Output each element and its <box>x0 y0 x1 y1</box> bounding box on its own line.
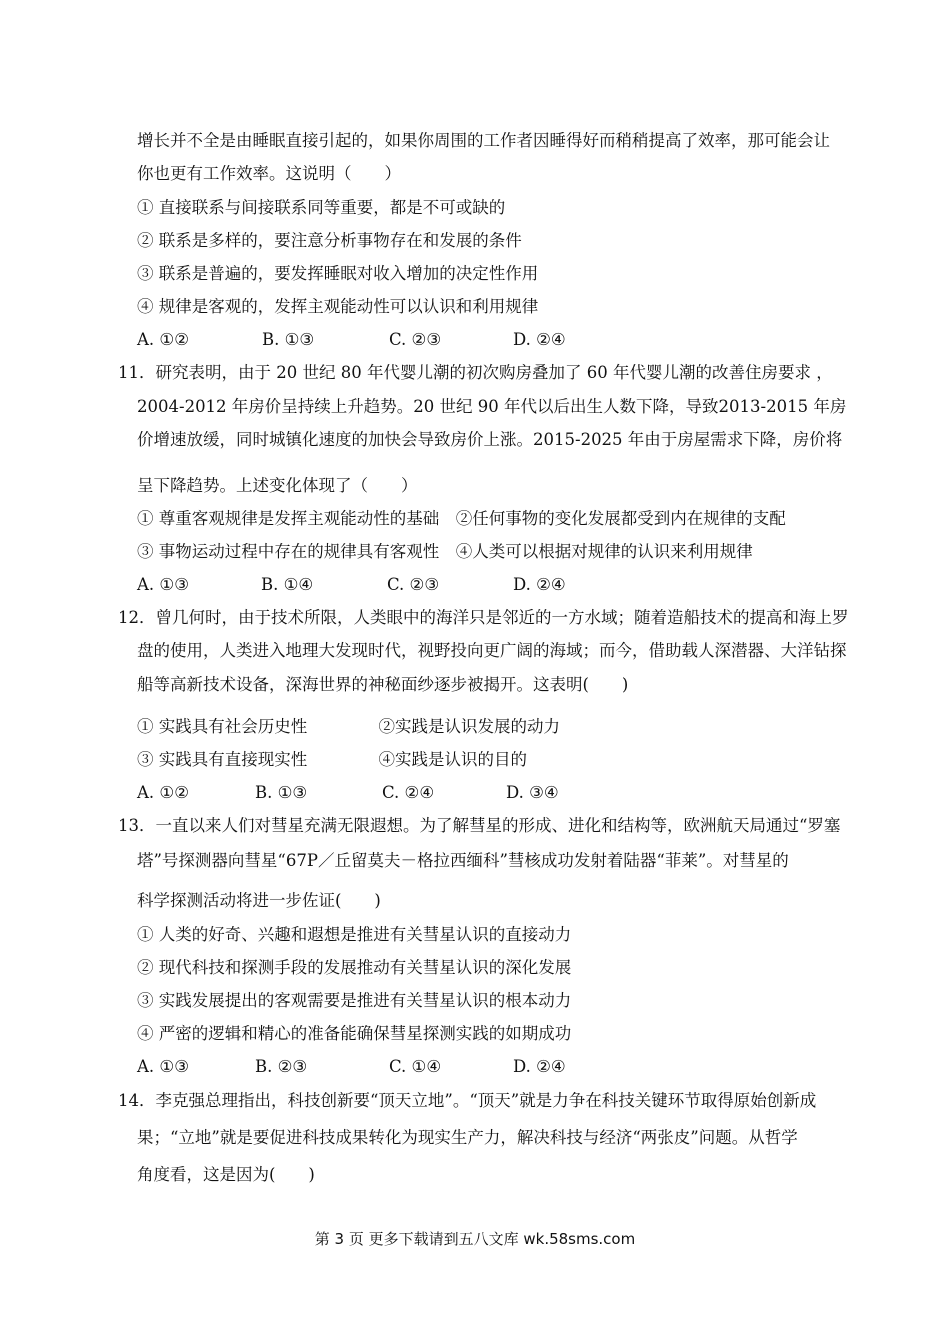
q10-item-4: ④ 规律是客观的，发挥主观能动性可以认识和利用规律 <box>137 297 539 316</box>
q11-option-c[interactable]: C. ②③ <box>387 575 440 594</box>
q13-item-1: ① 人类的好奇、兴趣和遐想是推进有关彗星认识的直接动力 <box>137 925 572 944</box>
q11-item-row-2: ③ 事物运动过程中存在的规律具有客观性 ④人类可以根据对规律的认识来利用规律 <box>137 542 753 561</box>
q10-text-line-2: 你也更有工作效率。这说明（ ） <box>137 164 401 183</box>
q13-text-line-3: 科学探测活动将进一步佐证( ) <box>137 891 381 910</box>
q12-option-b[interactable]: B. ①③ <box>255 783 308 802</box>
q14-text-line-2: 果；“立地”就是要促进科技成果转化为现实生产力，解决科技与经济“两张皮”问题。从哲学 <box>137 1128 798 1147</box>
q13-item-3: ③ 实践发展提出的客观需要是推进有关彗星认识的根本动力 <box>137 991 572 1010</box>
q12-option-c[interactable]: C. ②④ <box>382 783 435 802</box>
q12-text-line-1: 12．曾几何时，由于技术所限，人类眼中的海洋只是邻近的一方水域；随着造船技术的提高和海上罗 <box>118 608 849 627</box>
q12-option-a[interactable]: A. ①② <box>137 783 189 802</box>
q10-item-1: ① 直接联系与间接联系同等重要，都是不可或缺的 <box>137 198 506 217</box>
q11-item-row-1: ① 尊重客观规律是发挥主观能动性的基础 ②任何事物的变化发展都受到内在规律的支配 <box>137 509 786 528</box>
q13-option-a[interactable]: A. ①③ <box>137 1057 189 1076</box>
q12-option-d[interactable]: D. ③④ <box>506 783 559 802</box>
q12-text-line-2: 盘的使用，人类进入地理大发现时代，视野投向更广阔的海域；而今，借助载人深潜器、大洋钻探 <box>137 641 847 660</box>
q10-option-a[interactable]: A. ①② <box>137 330 189 349</box>
q10-option-c[interactable]: C. ②③ <box>389 330 442 349</box>
q13-option-b[interactable]: B. ②③ <box>255 1057 308 1076</box>
q13-text-line-1: 13．一直以来人们对彗星充满无限遐想。为了解彗星的形成、进化和结构等，欧洲航天局通过“罗塞 <box>118 816 841 835</box>
q11-text-line-4: 呈下降趋势。上述变化体现了（ ） <box>137 476 418 495</box>
q10-item-3: ③ 联系是普遍的，要发挥睡眠对收入增加的决定性作用 <box>137 264 539 283</box>
q14-text-line-3: 角度看，这是因为( ) <box>137 1165 315 1184</box>
q12-item-row-2: ③ 实践具有直接现实性 ④实践是认识的目的 <box>137 750 527 769</box>
q11-option-b[interactable]: B. ①④ <box>261 575 314 594</box>
q12-item-row-1: ① 实践具有社会历史性 ②实践是认识发展的动力 <box>137 717 560 736</box>
page-footer: 第 3 页 更多下载请到五八文库 wk.58sms.com <box>314 1230 636 1248</box>
q13-item-2: ② 现代科技和探测手段的发展推动有关彗星认识的深化发展 <box>137 958 572 977</box>
q11-text-line-1: 11．研究表明，由于 20 世纪 80 年代婴儿潮的初次购房叠加了 60 年代婴儿潮的改善住房要求 ， <box>118 363 833 382</box>
q11-text-line-3: 价增速放缓，同时城镇化速度的加快会导致房价上涨。2015-2025 年由于房屋需求下降，房价将 <box>137 430 843 449</box>
q13-text-line-2: 塔”号探测器向彗星“67P／丘留莫夫－格拉西缅科”彗核成功发射着陆器“菲莱”。对彗星的 <box>137 851 789 870</box>
q10-option-d[interactable]: D. ②④ <box>513 330 566 349</box>
q10-text-line-1: 增长并不全是由睡眠直接引起的，如果你周围的工作者因睡得好而稍稍提高了效率，那可能会让 <box>137 131 830 150</box>
q10-item-2: ② 联系是多样的，要注意分析事物存在和发展的条件 <box>137 231 522 250</box>
q14-text-line-1: 14．李克强总理指出，科技创新要“顶天立地”。“顶天”就是力争在科技关键环节取得原始创新成 <box>118 1091 817 1110</box>
q12-text-line-3: 船等高新技术设备，深海世界的神秘面纱逐步被揭开。这表明( ) <box>137 675 629 694</box>
q13-option-c[interactable]: C. ①④ <box>389 1057 442 1076</box>
q11-text-line-2: 2004-2012 年房价呈持续上升趋势。20 世纪 90 年代以后出生人数下降，导致2013-2015 年房 <box>137 397 847 416</box>
q13-option-d[interactable]: D. ②④ <box>513 1057 566 1076</box>
q11-option-a[interactable]: A. ①③ <box>137 575 189 594</box>
q10-option-b[interactable]: B. ①③ <box>262 330 315 349</box>
q13-item-4: ④ 严密的逻辑和精心的准备能确保彗星探测实践的如期成功 <box>137 1024 572 1043</box>
q11-option-d[interactable]: D. ②④ <box>513 575 566 594</box>
